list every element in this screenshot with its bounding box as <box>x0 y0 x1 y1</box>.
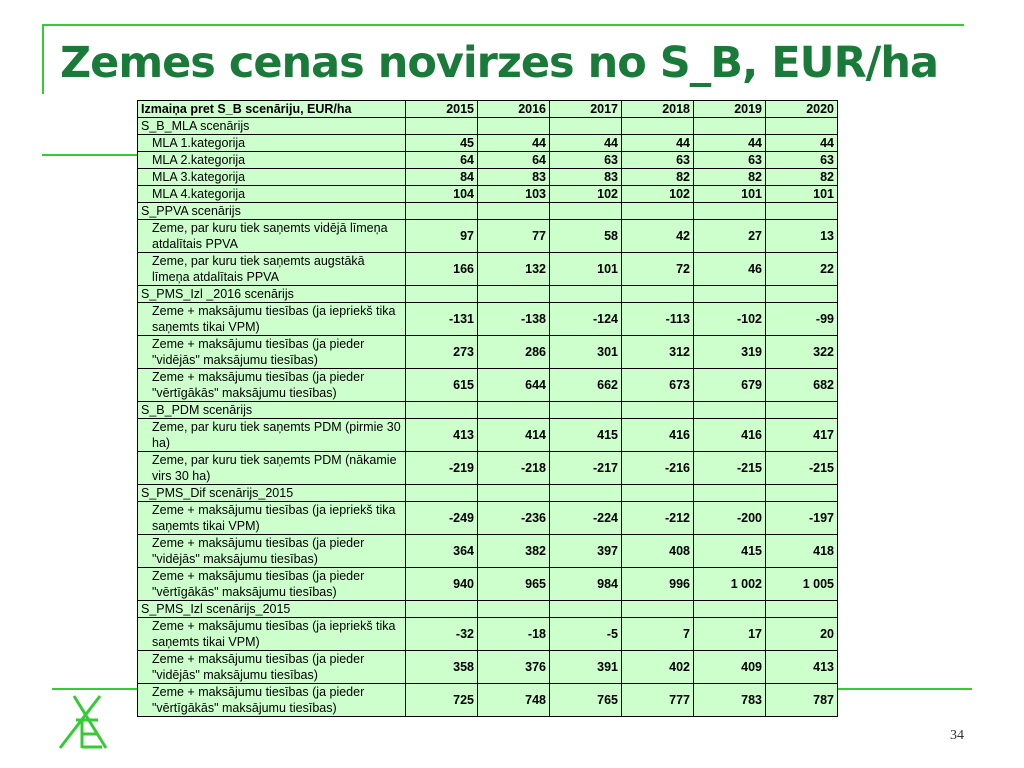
table-row <box>138 535 838 568</box>
value-cell: 940 <box>406 568 478 601</box>
value-cell: -131 <box>406 303 478 336</box>
value-cell: 82 <box>766 169 838 186</box>
empty-cell <box>622 286 694 303</box>
empty-cell <box>550 118 622 135</box>
value-cell: 1 002 <box>694 568 766 601</box>
table-row <box>138 568 838 601</box>
value-cell: 13 <box>766 220 838 253</box>
value-cell: 101 <box>550 253 622 286</box>
table-header-row <box>138 101 838 118</box>
section-label: S_PMS_Izl _2016 scenārijs <box>138 286 406 303</box>
empty-cell <box>406 203 478 220</box>
value-cell: 273 <box>406 336 478 369</box>
empty-cell <box>478 118 550 135</box>
value-cell: -216 <box>622 452 694 485</box>
row-label: Zeme, par kuru tiek saņemts vidējā līmeņa atdalītais PPVA <box>138 220 406 253</box>
value-cell: 783 <box>694 684 766 717</box>
value-cell: 418 <box>766 535 838 568</box>
section-label: S_PPVA scenārijs <box>138 203 406 220</box>
value-cell: 22 <box>766 253 838 286</box>
value-cell: 416 <box>622 419 694 452</box>
row-label: Zeme + maksājumu tiesības (ja pieder "vērtīgākās" maksājumu tiesības) <box>138 684 406 717</box>
value-cell: -124 <box>550 303 622 336</box>
empty-cell <box>478 601 550 618</box>
row-label: Zeme, par kuru tiek saņemts PDM (nākamie virs 30 ha) <box>138 452 406 485</box>
value-cell: 787 <box>766 684 838 717</box>
section-row <box>138 485 838 502</box>
empty-cell <box>766 286 838 303</box>
value-cell: 101 <box>694 186 766 203</box>
top-accent-line <box>42 24 964 26</box>
empty-cell <box>766 118 838 135</box>
value-cell: -113 <box>622 303 694 336</box>
value-cell: 409 <box>694 651 766 684</box>
header-year: 2017 <box>550 101 622 118</box>
row-label: Zeme + maksājumu tiesības (ja pieder "vidējās" maksājumu tiesības) <box>138 651 406 684</box>
value-cell: 46 <box>694 253 766 286</box>
slide-title: Zemes cenas novirzes no S_B, EUR/ha <box>60 38 939 88</box>
empty-cell <box>622 118 694 135</box>
value-cell: 765 <box>550 684 622 717</box>
empty-cell <box>766 203 838 220</box>
table-row <box>138 152 838 169</box>
empty-cell <box>766 402 838 419</box>
value-cell: 996 <box>622 568 694 601</box>
value-cell: 413 <box>766 651 838 684</box>
value-cell: 44 <box>550 135 622 152</box>
row-label: MLA 4.kategorija <box>138 186 406 203</box>
row-label: MLA 2.kategorija <box>138 152 406 169</box>
value-cell: 984 <box>550 568 622 601</box>
value-cell: 415 <box>694 535 766 568</box>
value-cell: 725 <box>406 684 478 717</box>
value-cell: 358 <box>406 651 478 684</box>
section-label: S_B_PDM scenārijs <box>138 402 406 419</box>
value-cell: 312 <box>622 336 694 369</box>
value-cell: 82 <box>622 169 694 186</box>
value-cell: 376 <box>478 651 550 684</box>
header-year: 2015 <box>406 101 478 118</box>
header-year: 2020 <box>766 101 838 118</box>
value-cell: 166 <box>406 253 478 286</box>
table-row <box>138 253 838 286</box>
value-cell: 97 <box>406 220 478 253</box>
value-cell: 77 <box>478 220 550 253</box>
value-cell: 662 <box>550 369 622 402</box>
value-cell: 391 <box>550 651 622 684</box>
value-cell: 63 <box>766 152 838 169</box>
empty-cell <box>622 402 694 419</box>
table-body <box>138 101 838 717</box>
empty-cell <box>694 485 766 502</box>
table-row <box>138 419 838 452</box>
value-cell: 408 <box>622 535 694 568</box>
empty-cell <box>622 601 694 618</box>
empty-cell <box>406 118 478 135</box>
row-label: Zeme + maksājumu tiesības (ja iepriekš tika saņemts tikai VPM) <box>138 303 406 336</box>
value-cell: 415 <box>550 419 622 452</box>
section-label: S_PMS_Izl scenārijs_2015 <box>138 601 406 618</box>
value-cell: 615 <box>406 369 478 402</box>
table-row <box>138 502 838 535</box>
value-cell: 413 <box>406 419 478 452</box>
empty-cell <box>694 118 766 135</box>
table-row <box>138 684 838 717</box>
value-cell: 679 <box>694 369 766 402</box>
row-label: Zeme, par kuru tiek saņemts augstākā līmeņa atdalītais PPVA <box>138 253 406 286</box>
value-cell: -200 <box>694 502 766 535</box>
value-cell: -219 <box>406 452 478 485</box>
value-cell: 84 <box>406 169 478 186</box>
row-label: Zeme, par kuru tiek saņemts PDM (pirmie 30 ha) <box>138 419 406 452</box>
value-cell: 1 005 <box>766 568 838 601</box>
table-row <box>138 452 838 485</box>
value-cell: -102 <box>694 303 766 336</box>
value-cell: -215 <box>694 452 766 485</box>
value-cell: -138 <box>478 303 550 336</box>
page-number: 34 <box>950 728 964 743</box>
value-cell: 64 <box>478 152 550 169</box>
empty-cell <box>694 402 766 419</box>
value-cell: 45 <box>406 135 478 152</box>
section-row <box>138 203 838 220</box>
value-cell: 416 <box>694 419 766 452</box>
table-row <box>138 336 838 369</box>
empty-cell <box>766 485 838 502</box>
value-cell: 7 <box>622 618 694 651</box>
section-row <box>138 118 838 135</box>
value-cell: 417 <box>766 419 838 452</box>
value-cell: 322 <box>766 336 838 369</box>
table-row <box>138 303 838 336</box>
value-cell: 103 <box>478 186 550 203</box>
value-cell: -215 <box>766 452 838 485</box>
empty-cell <box>622 485 694 502</box>
empty-cell <box>550 286 622 303</box>
price-deviation-table <box>137 100 838 717</box>
value-cell: 414 <box>478 419 550 452</box>
section-label: S_B_MLA scenārijs <box>138 118 406 135</box>
value-cell: 44 <box>766 135 838 152</box>
value-cell: 402 <box>622 651 694 684</box>
value-cell: 319 <box>694 336 766 369</box>
value-cell: 44 <box>622 135 694 152</box>
row-label: Zeme + maksājumu tiesības (ja iepriekš tika saņemts tikai VPM) <box>138 618 406 651</box>
value-cell: 83 <box>478 169 550 186</box>
row-label: MLA 1.kategorija <box>138 135 406 152</box>
table-row <box>138 651 838 684</box>
value-cell: 286 <box>478 336 550 369</box>
value-cell: 382 <box>478 535 550 568</box>
empty-cell <box>766 601 838 618</box>
empty-cell <box>406 485 478 502</box>
empty-cell <box>694 286 766 303</box>
value-cell: 364 <box>406 535 478 568</box>
value-cell: 72 <box>622 253 694 286</box>
table-row <box>138 369 838 402</box>
section-row <box>138 286 838 303</box>
value-cell: -218 <box>478 452 550 485</box>
value-cell: 102 <box>622 186 694 203</box>
value-cell: 63 <box>694 152 766 169</box>
empty-cell <box>406 601 478 618</box>
value-cell: 44 <box>694 135 766 152</box>
value-cell: 397 <box>550 535 622 568</box>
value-cell: -5 <box>550 618 622 651</box>
value-cell: -212 <box>622 502 694 535</box>
value-cell: 104 <box>406 186 478 203</box>
value-cell: 777 <box>622 684 694 717</box>
empty-cell <box>622 203 694 220</box>
empty-cell <box>550 402 622 419</box>
row-label: Zeme + maksājumu tiesības (ja pieder "vērtīgākās" maksājumu tiesības) <box>138 568 406 601</box>
empty-cell <box>694 203 766 220</box>
value-cell: 83 <box>550 169 622 186</box>
empty-cell <box>550 601 622 618</box>
value-cell: -236 <box>478 502 550 535</box>
middle-accent-line <box>42 154 137 156</box>
value-cell: 748 <box>478 684 550 717</box>
header-year: 2019 <box>694 101 766 118</box>
row-label: Zeme + maksājumu tiesības (ja pieder "vidējās" maksājumu tiesības) <box>138 535 406 568</box>
value-cell: 644 <box>478 369 550 402</box>
empty-cell <box>694 601 766 618</box>
table-row <box>138 186 838 203</box>
table-row <box>138 618 838 651</box>
empty-cell <box>478 485 550 502</box>
value-cell: 673 <box>622 369 694 402</box>
left-accent-line <box>42 24 44 94</box>
value-cell: 42 <box>622 220 694 253</box>
value-cell: 63 <box>550 152 622 169</box>
value-cell: -99 <box>766 303 838 336</box>
table-row <box>138 169 838 186</box>
value-cell: 132 <box>478 253 550 286</box>
value-cell: 101 <box>766 186 838 203</box>
row-label: Zeme + maksājumu tiesības (ja iepriekš tika saņemts tikai VPM) <box>138 502 406 535</box>
section-row <box>138 402 838 419</box>
empty-cell <box>478 402 550 419</box>
section-row <box>138 601 838 618</box>
header-label: Izmaiņa pret S_B scenāriju, EUR/ha <box>138 101 406 118</box>
empty-cell <box>406 402 478 419</box>
value-cell: -197 <box>766 502 838 535</box>
value-cell: -224 <box>550 502 622 535</box>
value-cell: 27 <box>694 220 766 253</box>
ae-logo-icon <box>52 692 122 752</box>
header-year: 2018 <box>622 101 694 118</box>
section-label: S_PMS_Dif scenārijs_2015 <box>138 485 406 502</box>
value-cell: 58 <box>550 220 622 253</box>
value-cell: -249 <box>406 502 478 535</box>
row-label: Zeme + maksājumu tiesības (ja pieder "vidējās" maksājumu tiesības) <box>138 336 406 369</box>
empty-cell <box>550 485 622 502</box>
value-cell: 20 <box>766 618 838 651</box>
value-cell: -32 <box>406 618 478 651</box>
table-row <box>138 220 838 253</box>
empty-cell <box>550 203 622 220</box>
value-cell: 301 <box>550 336 622 369</box>
header-year: 2016 <box>478 101 550 118</box>
value-cell: -217 <box>550 452 622 485</box>
value-cell: 682 <box>766 369 838 402</box>
value-cell: 44 <box>478 135 550 152</box>
row-label: MLA 3.kategorija <box>138 169 406 186</box>
value-cell: -18 <box>478 618 550 651</box>
value-cell: 82 <box>694 169 766 186</box>
empty-cell <box>406 286 478 303</box>
empty-cell <box>478 203 550 220</box>
value-cell: 17 <box>694 618 766 651</box>
table-row <box>138 135 838 152</box>
empty-cell <box>478 286 550 303</box>
value-cell: 102 <box>550 186 622 203</box>
value-cell: 64 <box>406 152 478 169</box>
value-cell: 63 <box>622 152 694 169</box>
value-cell: 965 <box>478 568 550 601</box>
row-label: Zeme + maksājumu tiesības (ja pieder "vērtīgākās" maksājumu tiesības) <box>138 369 406 402</box>
